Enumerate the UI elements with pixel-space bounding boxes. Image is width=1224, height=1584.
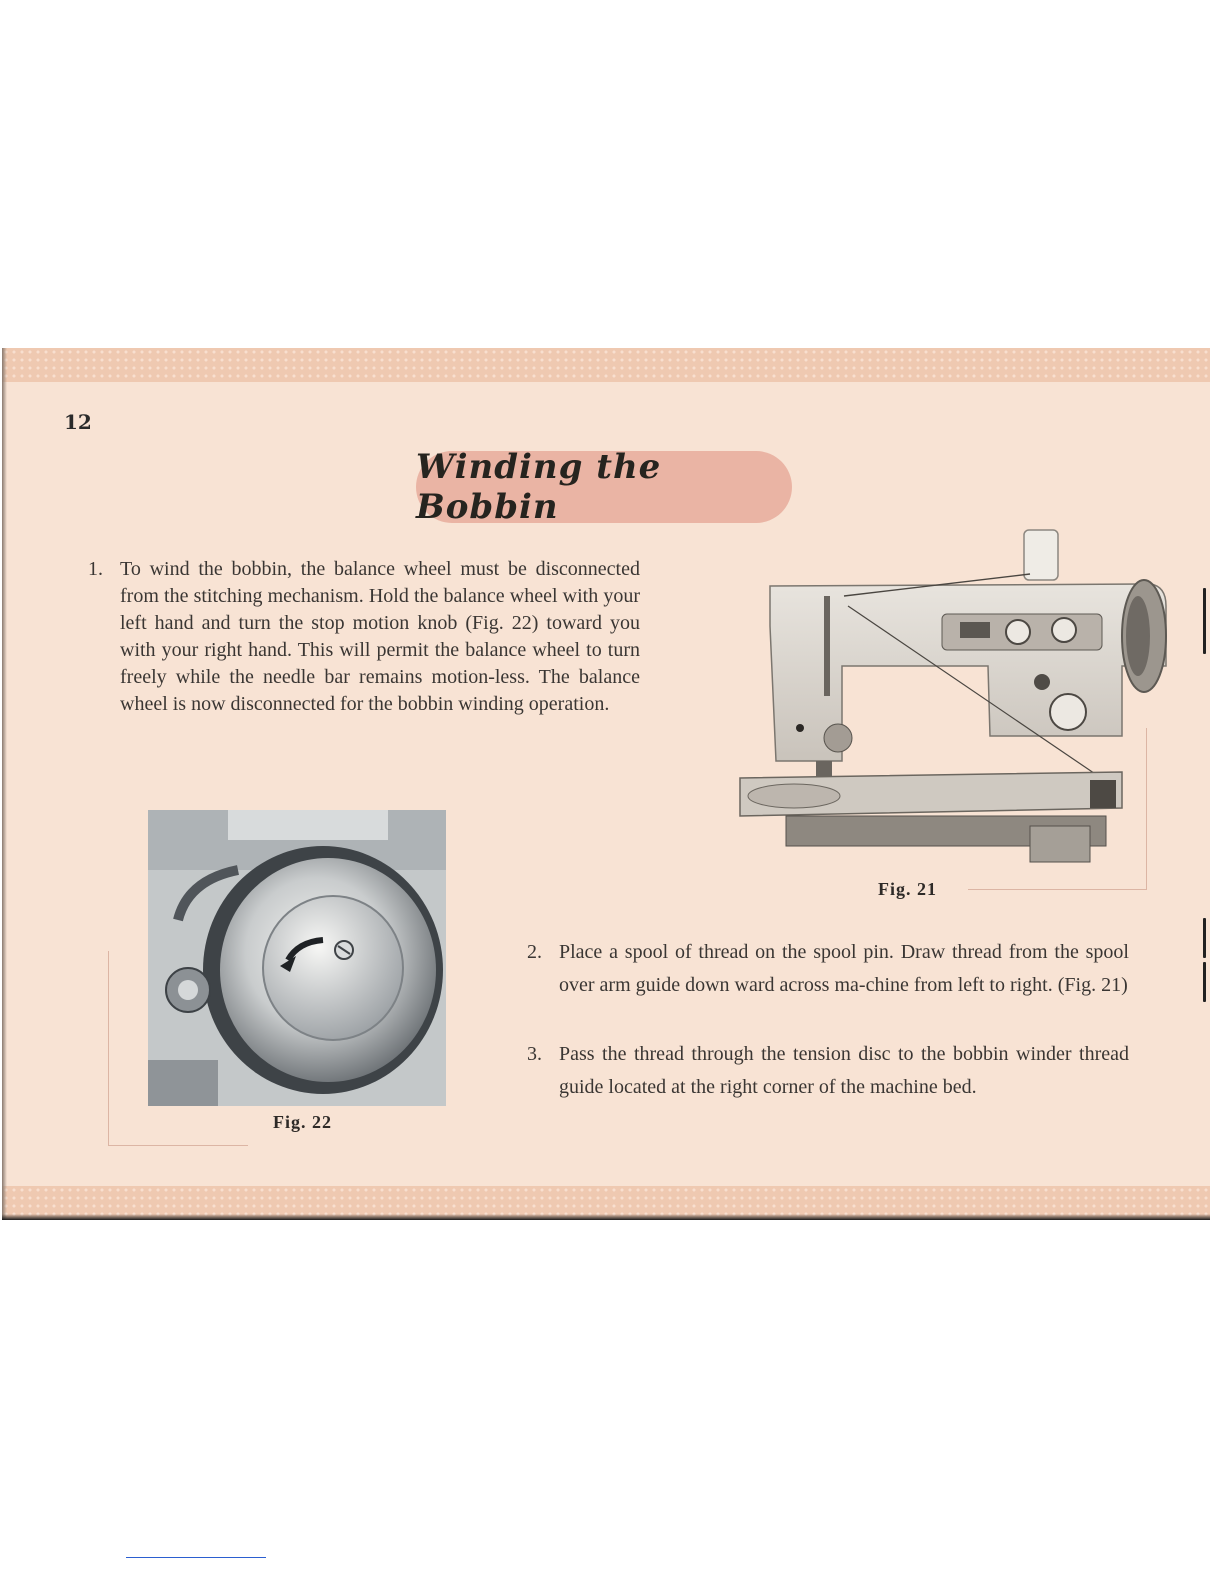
binding-mark [1203, 588, 1206, 654]
fig-22-rule-vertical [108, 951, 109, 1145]
fig-21-rule-vertical [1146, 728, 1147, 890]
step-3 [527, 1038, 1129, 1104]
step-1-number: 1. [88, 558, 103, 580]
title-banner [416, 447, 792, 527]
step-3-text: Pass the thread through the tension disc to the bobbin winder thread guide located at the right corner of the machine bed. [559, 1043, 1129, 1098]
binding-mark [1203, 962, 1206, 1002]
step-1 [88, 556, 640, 718]
binding-mark [1203, 918, 1206, 958]
balance-wheel-photo [148, 810, 446, 1106]
step-1-text: To wind the bobbin, the balance wheel must be disconnected from the stitching mechanism. Hold the balance wheel with your left hand and turn the stop motion knob (Fig. 22) toward you with your right hand. This will permit the balance wheel to turn freely while the needle bar remains motion-less. The balance wheel is now disconnected for the bobbin winding operation. [120, 558, 640, 715]
page-title: Winding the Bobbin [416, 447, 662, 527]
fig-21-caption: Fig. 21 [878, 879, 937, 899]
page-number: 12 [64, 410, 92, 434]
step-2 [527, 936, 1129, 1002]
page-bottom-shadow [2, 1214, 1210, 1220]
fig-22-caption: Fig. 22 [273, 1112, 332, 1132]
step-2-number: 2. [527, 941, 542, 963]
top-dotted-band [2, 348, 1210, 382]
footer-link-underline [126, 1557, 266, 1558]
fig-21-rule-horizontal [968, 889, 1146, 890]
sewing-machine-photo [730, 526, 1178, 866]
step-3-number: 3. [527, 1043, 542, 1065]
page-edge-shadow [2, 348, 7, 1220]
manual-page [2, 348, 1210, 1220]
step-2-text: Place a spool of thread on the spool pin. Draw thread from the spool over arm guide down ward across ma-chine from left to right. (Fig. 21) [559, 941, 1129, 996]
fig-22-rule-horizontal [108, 1145, 248, 1146]
